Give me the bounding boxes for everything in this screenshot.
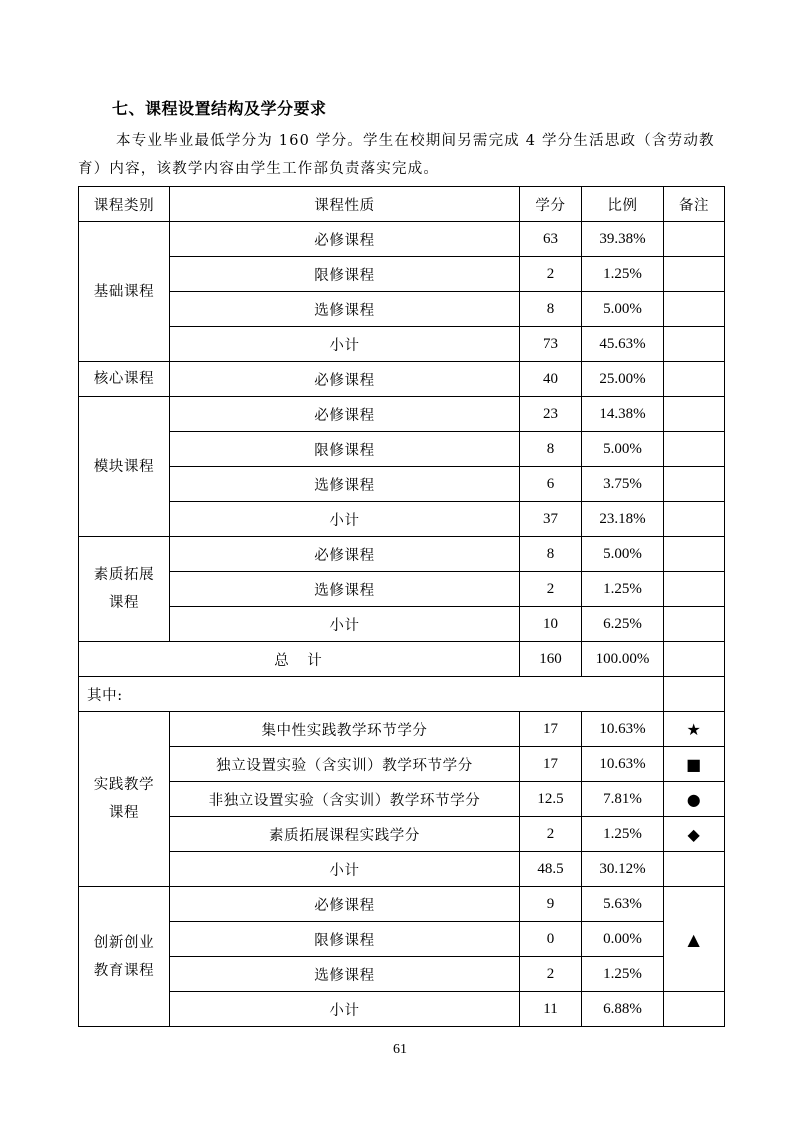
page-number: 61 bbox=[393, 1042, 407, 1057]
credits-cell: 63 bbox=[520, 222, 582, 257]
category-quality-line-1: 素质拓展 bbox=[93, 567, 155, 583]
credits-cell: 40 bbox=[520, 362, 582, 397]
total-row bbox=[79, 642, 725, 677]
ratio-cell: 6.88% bbox=[582, 992, 664, 1027]
section-heading: 七、课程设置结构及学分要求 bbox=[112, 99, 327, 118]
note-cell bbox=[664, 222, 725, 257]
ratio-cell: 25.00% bbox=[582, 362, 664, 397]
nature-cell: 独立设置实验（含实训）教学环节学分 bbox=[170, 747, 520, 782]
ratio-cell: 5.63% bbox=[582, 887, 664, 922]
category-practice-line-2: 课程 bbox=[108, 805, 140, 821]
table-row bbox=[79, 887, 725, 922]
credits-cell: 2 bbox=[520, 957, 582, 992]
nature-cell: 必修课程 bbox=[170, 362, 520, 397]
ratio-cell: 39.38% bbox=[582, 222, 664, 257]
nature-cell: 选修课程 bbox=[170, 467, 520, 502]
nature-cell: 选修课程 bbox=[170, 957, 520, 992]
ratio-cell: 5.00% bbox=[582, 292, 664, 327]
nature-cell: 选修课程 bbox=[170, 572, 520, 607]
ratio-cell: 0.00% bbox=[582, 922, 664, 957]
table-row bbox=[79, 467, 725, 502]
note-cell bbox=[664, 327, 725, 362]
nature-cell: 必修课程 bbox=[170, 537, 520, 572]
credits-cell: 48.5 bbox=[520, 852, 582, 887]
credits-cell: 17 bbox=[520, 747, 582, 782]
intro-paragraph bbox=[78, 127, 722, 183]
category-practice-line-1: 实践教学 bbox=[93, 777, 155, 793]
header-note: 备注 bbox=[664, 187, 725, 222]
header-credits: 学分 bbox=[520, 187, 582, 222]
note-cell bbox=[664, 502, 725, 537]
credits-cell: 6 bbox=[520, 467, 582, 502]
among-label: 其中: bbox=[79, 677, 664, 712]
credits-cell: 73 bbox=[520, 327, 582, 362]
ratio-cell: 10.63% bbox=[582, 747, 664, 782]
ratio-cell: 1.25% bbox=[582, 957, 664, 992]
table-row bbox=[79, 397, 725, 432]
credits-cell: 37 bbox=[520, 502, 582, 537]
credit-structure-table-wrapper bbox=[78, 186, 724, 1027]
credits-cell: 10 bbox=[520, 607, 582, 642]
note-cell bbox=[664, 257, 725, 292]
credits-cell: 12.5 bbox=[520, 782, 582, 817]
nature-cell: 限修课程 bbox=[170, 922, 520, 957]
nature-cell: 必修课程 bbox=[170, 222, 520, 257]
table-row bbox=[79, 327, 725, 362]
circle-icon: ● bbox=[664, 782, 725, 817]
credits-cell: 2 bbox=[520, 572, 582, 607]
table-header-row bbox=[79, 187, 725, 222]
table-row bbox=[79, 572, 725, 607]
note-cell bbox=[664, 607, 725, 642]
table-row bbox=[79, 537, 725, 572]
ratio-cell: 6.25% bbox=[582, 607, 664, 642]
category-innovation bbox=[79, 887, 170, 1027]
credit-structure-table bbox=[78, 186, 725, 1027]
credits-cell: 11 bbox=[520, 992, 582, 1027]
credits-cell: 8 bbox=[520, 537, 582, 572]
nature-cell: 素质拓展课程实践学分 bbox=[170, 817, 520, 852]
total-ratio: 100.00% bbox=[582, 642, 664, 677]
table-row bbox=[79, 292, 725, 327]
table-row bbox=[79, 747, 725, 782]
credits-cell: 2 bbox=[520, 817, 582, 852]
header-ratio: 比例 bbox=[582, 187, 664, 222]
category-core: 核心课程 bbox=[79, 362, 170, 397]
table-row bbox=[79, 712, 725, 747]
credits-cell: 9 bbox=[520, 887, 582, 922]
ratio-cell: 30.12% bbox=[582, 852, 664, 887]
nature-cell: 集中性实践教学环节学分 bbox=[170, 712, 520, 747]
category-innovation-line-2: 教育课程 bbox=[93, 962, 155, 979]
table-row bbox=[79, 222, 725, 257]
ratio-cell: 5.00% bbox=[582, 537, 664, 572]
nature-cell: 必修课程 bbox=[170, 397, 520, 432]
square-icon: ■ bbox=[664, 747, 725, 782]
header-category: 课程类别 bbox=[79, 187, 170, 222]
table-row bbox=[79, 502, 725, 537]
note-cell bbox=[664, 432, 725, 467]
nature-cell: 小计 bbox=[170, 502, 520, 537]
total-credits: 160 bbox=[520, 642, 582, 677]
intro-line-2: 育）内容，该教学内容由学生工作部负责落实完成。 bbox=[78, 161, 440, 177]
star-icon: ★ bbox=[664, 712, 725, 747]
table-row bbox=[79, 607, 725, 642]
credits-cell: 23 bbox=[520, 397, 582, 432]
ratio-cell: 1.25% bbox=[582, 572, 664, 607]
category-module: 模块课程 bbox=[79, 397, 170, 537]
table-row bbox=[79, 432, 725, 467]
note-cell bbox=[664, 642, 725, 677]
category-basic: 基础课程 bbox=[79, 222, 170, 362]
ratio-cell: 23.18% bbox=[582, 502, 664, 537]
intro-line-1: 本专业毕业最低学分为 160 学分。学生在校期间另需完成 4 学分生活思政（含劳动教 bbox=[116, 133, 715, 149]
nature-cell: 非独立设置实验（含实训）教学环节学分 bbox=[170, 782, 520, 817]
nature-cell: 选修课程 bbox=[170, 292, 520, 327]
category-quality-line-2: 课程 bbox=[108, 595, 140, 611]
nature-cell: 限修课程 bbox=[170, 257, 520, 292]
note-cell bbox=[664, 292, 725, 327]
credits-cell: 2 bbox=[520, 257, 582, 292]
diamond-icon: ◆ bbox=[664, 817, 725, 852]
category-practice bbox=[79, 712, 170, 887]
credits-cell: 17 bbox=[520, 712, 582, 747]
table-row bbox=[79, 257, 725, 292]
ratio-cell: 7.81% bbox=[582, 782, 664, 817]
table-row bbox=[79, 992, 725, 1027]
note-cell bbox=[664, 677, 725, 712]
ratio-cell: 3.75% bbox=[582, 467, 664, 502]
header-nature: 课程性质 bbox=[170, 187, 520, 222]
note-cell bbox=[664, 852, 725, 887]
among-row bbox=[79, 677, 725, 712]
credits-cell: 8 bbox=[520, 432, 582, 467]
ratio-cell: 14.38% bbox=[582, 397, 664, 432]
note-cell bbox=[664, 537, 725, 572]
table-row bbox=[79, 362, 725, 397]
table-row bbox=[79, 852, 725, 887]
nature-cell: 小计 bbox=[170, 327, 520, 362]
credits-cell: 0 bbox=[520, 922, 582, 957]
triangle-icon: ▲ bbox=[664, 887, 725, 992]
table-row bbox=[79, 782, 725, 817]
table-row bbox=[79, 817, 725, 852]
note-cell bbox=[664, 397, 725, 432]
nature-cell: 小计 bbox=[170, 992, 520, 1027]
nature-cell: 小计 bbox=[170, 852, 520, 887]
table-row bbox=[79, 957, 725, 992]
ratio-cell: 1.25% bbox=[582, 257, 664, 292]
note-cell bbox=[664, 992, 725, 1027]
nature-cell: 限修课程 bbox=[170, 432, 520, 467]
ratio-cell: 10.63% bbox=[582, 712, 664, 747]
nature-cell: 必修课程 bbox=[170, 887, 520, 922]
ratio-cell: 1.25% bbox=[582, 817, 664, 852]
credits-cell: 8 bbox=[520, 292, 582, 327]
note-cell bbox=[664, 467, 725, 502]
category-innovation-line-1: 创新创业 bbox=[93, 934, 155, 951]
ratio-cell: 45.63% bbox=[582, 327, 664, 362]
nature-cell: 小计 bbox=[170, 607, 520, 642]
ratio-cell: 5.00% bbox=[582, 432, 664, 467]
category-quality bbox=[79, 537, 170, 642]
note-cell bbox=[664, 362, 725, 397]
table-row bbox=[79, 922, 725, 957]
note-cell bbox=[664, 572, 725, 607]
total-label: 总 计 bbox=[79, 642, 520, 677]
